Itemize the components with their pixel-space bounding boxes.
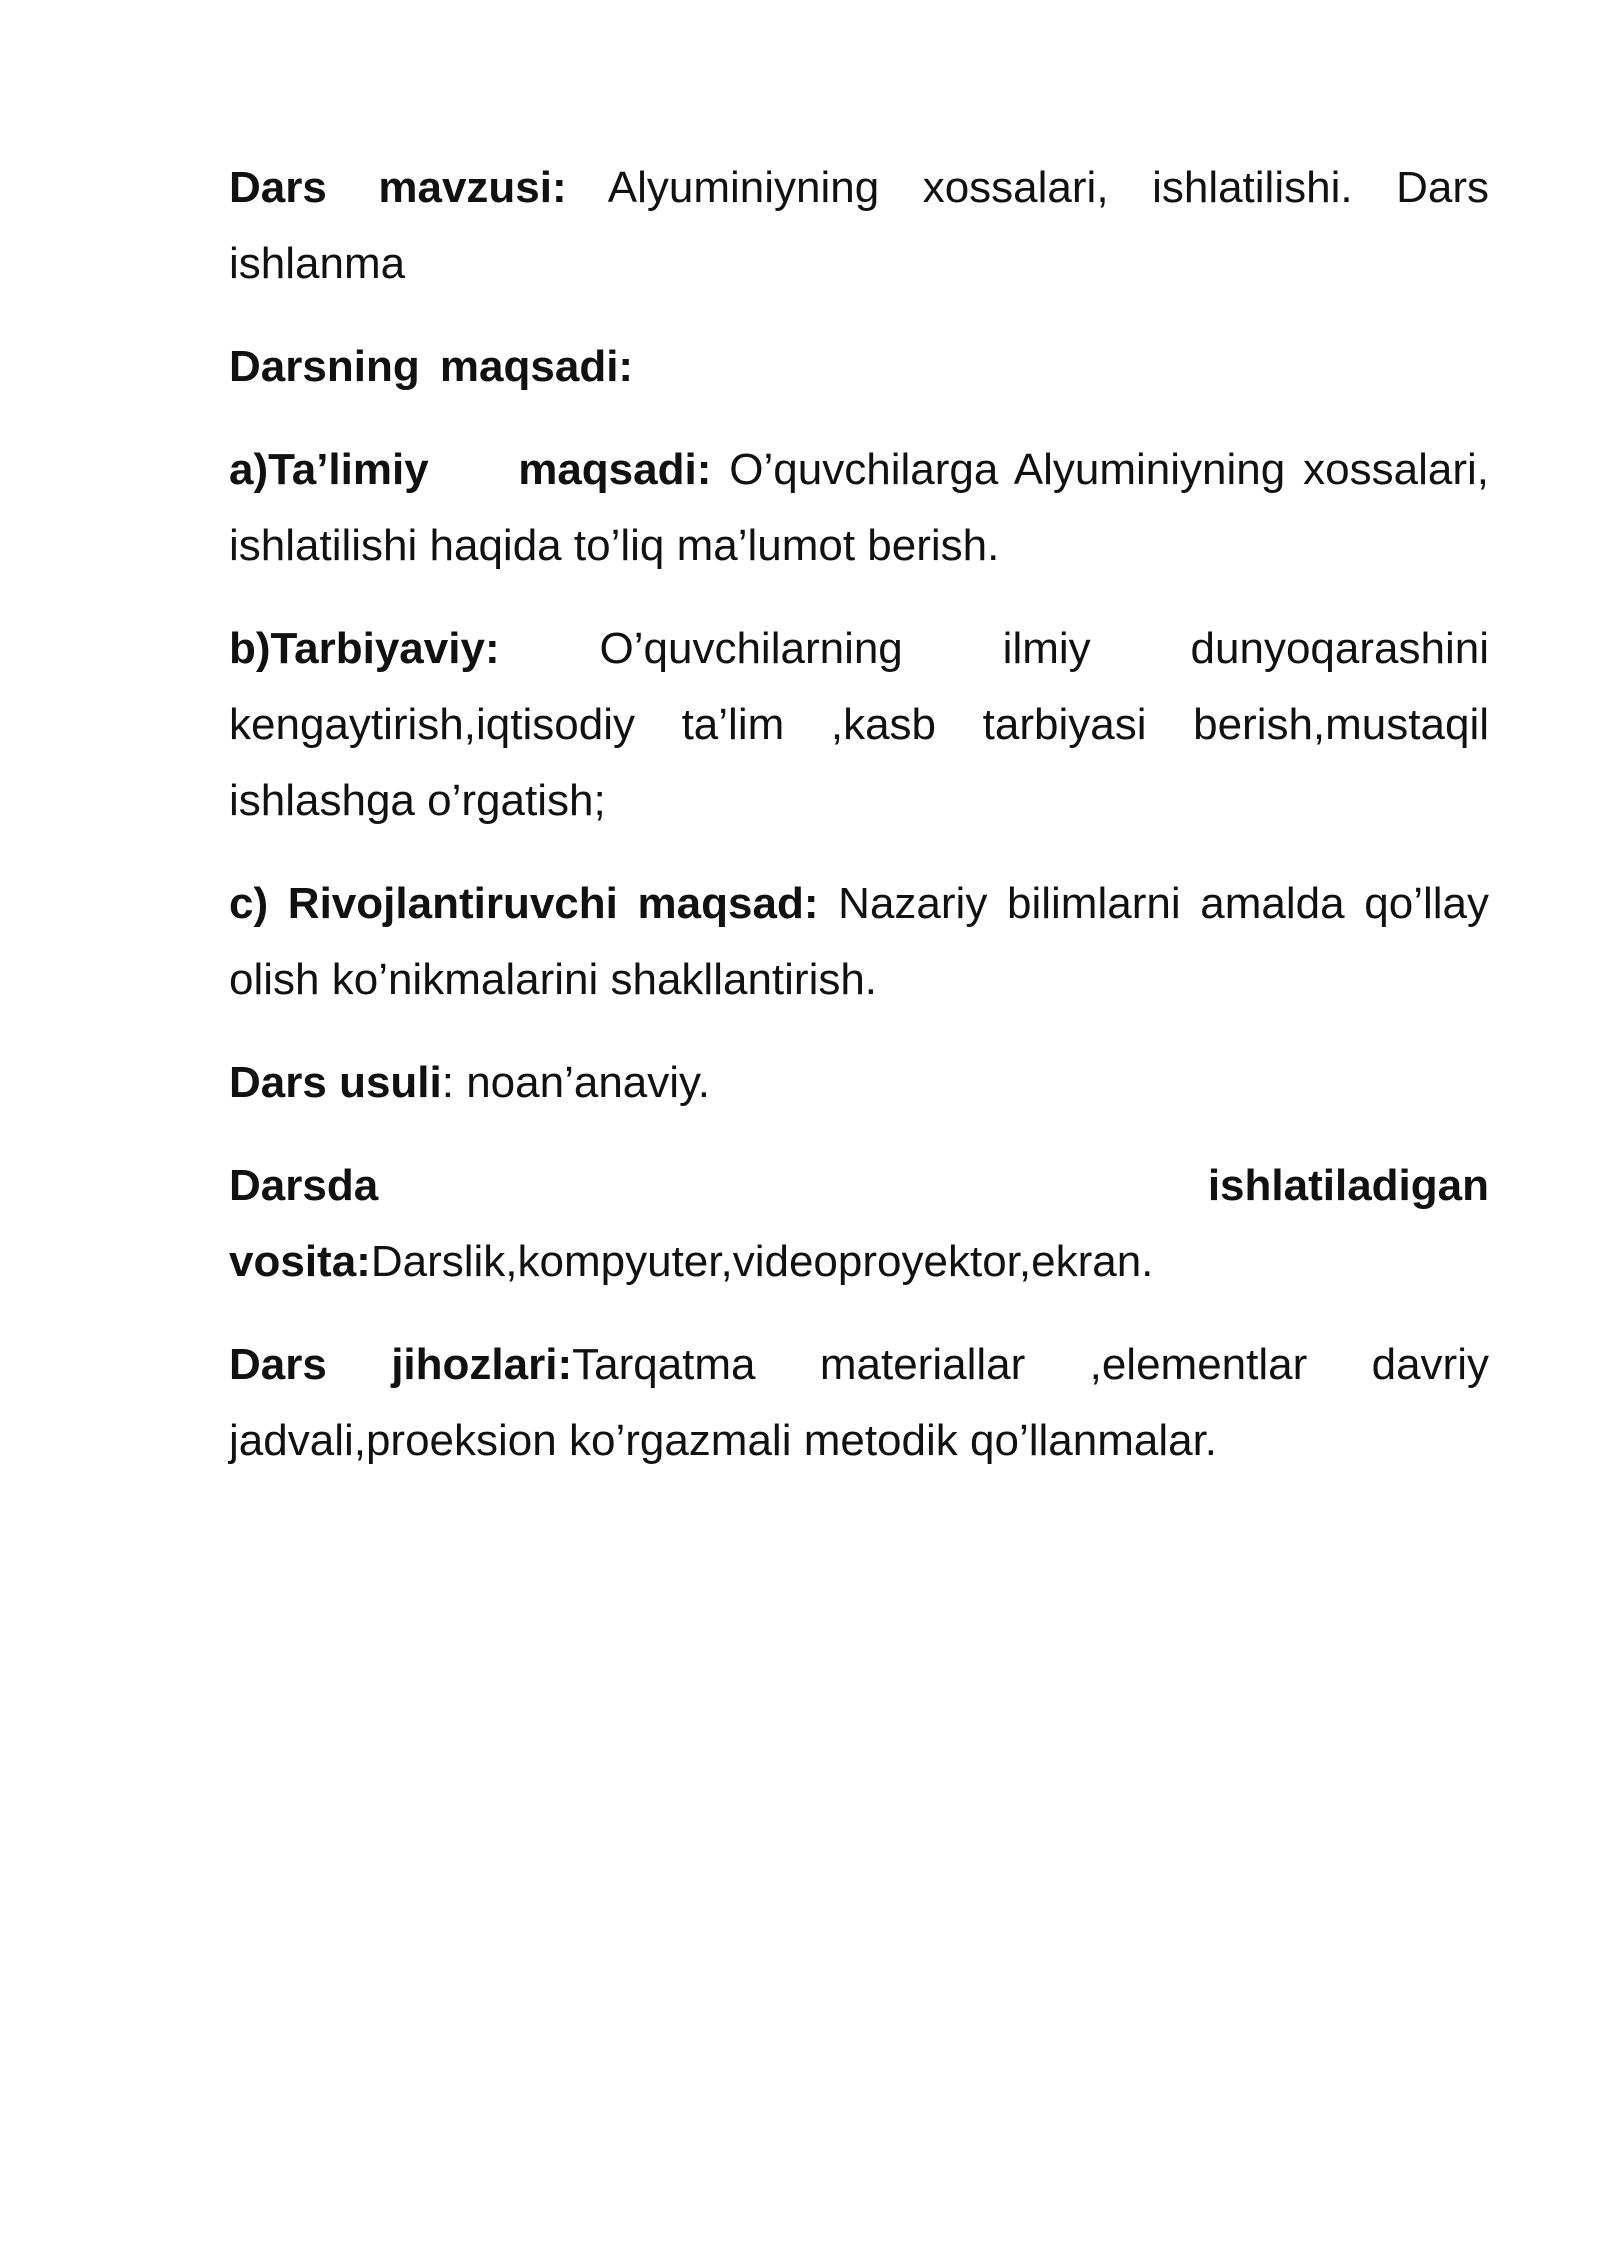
- lesson-topic-label: Dars mavzusi:: [229, 163, 567, 212]
- upbringing-goal-label: b)Tarbiyaviy:: [229, 624, 500, 673]
- lesson-tools-second-line: [229, 1224, 1489, 1300]
- lesson-tools-label-part2: ishlatiladigan: [1207, 1161, 1489, 1210]
- upbringing-goal-text: O’quvchilarning ilmiy dunyoqarashini kengaytirish,iqtisodiy ta’lim ,kasb tarbiyasi berish,mustaqil ishlashga o’rgatish;: [229, 624, 1489, 825]
- developmental-goal-label: c) Rivojlantiruvchi maqsad:: [229, 879, 819, 928]
- educational-goal-label: a)Ta’limiy maqsadi:: [229, 445, 712, 494]
- educational-goal: [229, 432, 1489, 584]
- developmental-goal: [229, 866, 1489, 1018]
- document-page: [229, 150, 1489, 1506]
- lesson-tools-label-part1: Darsda: [229, 1161, 379, 1210]
- lesson-equipment: [229, 1327, 1489, 1479]
- lesson-method: [229, 1045, 1489, 1121]
- educational-goal-text: O’quvchilarga Alyuminiyning xossalari, ishlatilishi haqida to’liq ma’lumot berish.: [229, 445, 1489, 570]
- lesson-tools-text: Darslik,kompyuter,videoproyektor,ekran.: [370, 1237, 1154, 1286]
- developmental-goal-text: Nazariy bilimlarni amalda qo’llay olish ko’nikmalarini shakllantirish.: [229, 879, 1490, 1004]
- lesson-method-label: Dars usuli: [229, 1058, 442, 1107]
- lesson-tools-label-part3: vosita:: [229, 1237, 371, 1286]
- lesson-tools: [229, 1148, 1489, 1300]
- lesson-topic-text: Alyuminiyning xossalari, ishlatilishi. Dars ishlanma: [229, 163, 1489, 288]
- lesson-method-text: : noan’anaviy.: [441, 1058, 711, 1107]
- lesson-tools-first-line: [229, 1148, 1489, 1224]
- lesson-goal-heading-label: Darsning maqsadi:: [229, 342, 634, 391]
- lesson-equipment-text: Tarqatma materiallar ,elementlar davriy jadvali,proeksion ko’rgazmali metodik qo’llanmalar.: [229, 1340, 1489, 1465]
- lesson-topic: [229, 150, 1489, 302]
- lesson-equipment-label: Dars jihozlari:: [229, 1340, 573, 1389]
- lesson-goal-heading: [229, 329, 1489, 405]
- upbringing-goal: [229, 611, 1489, 839]
